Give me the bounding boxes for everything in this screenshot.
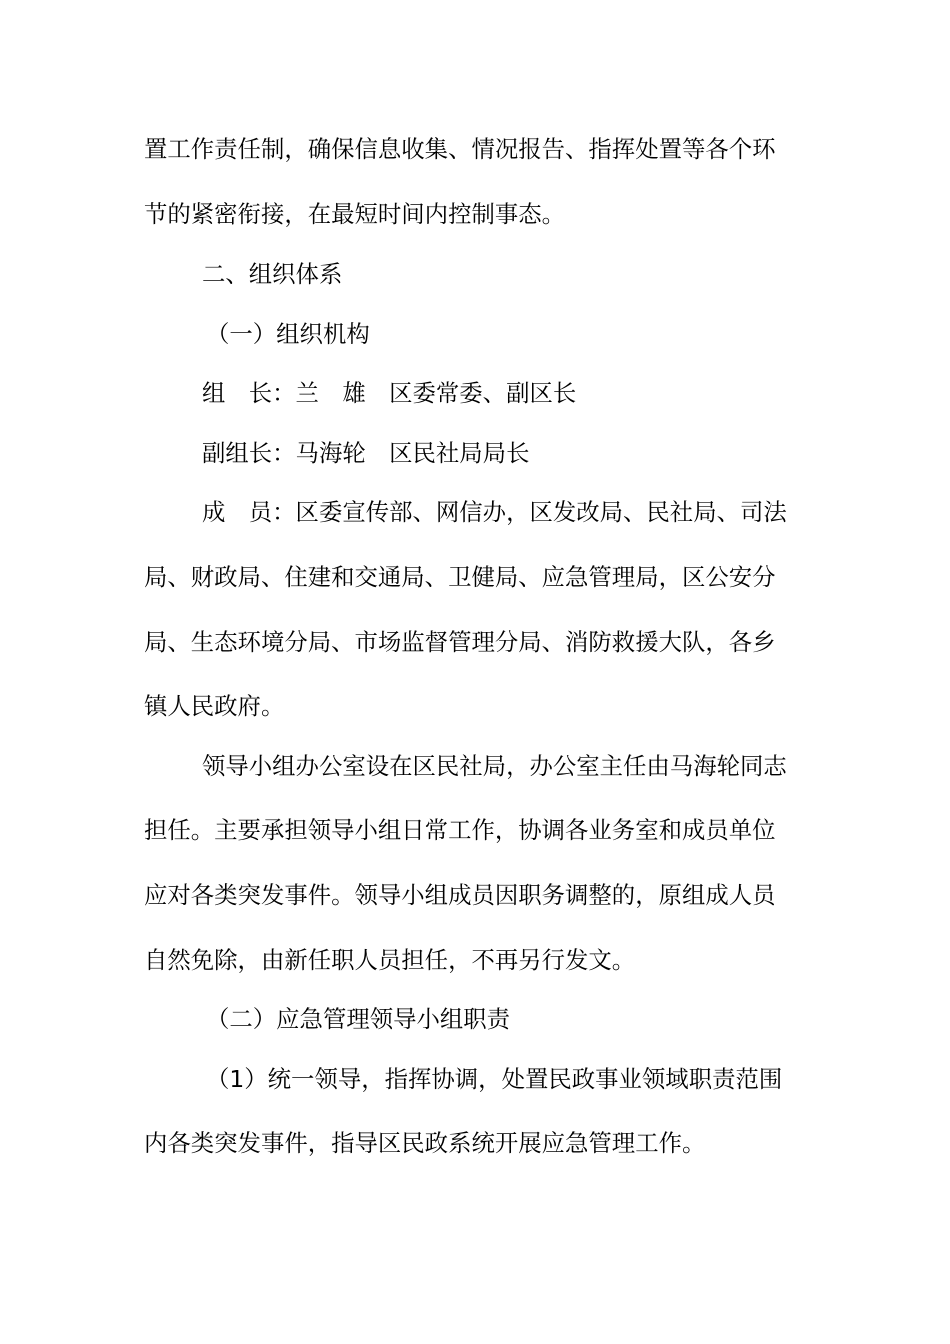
members-entry: 成 员：区委宣传部、网信办，区发改局、民社局、司法 [202, 498, 787, 526]
subsection-heading: （二）应急管理领导小组职责 [206, 1005, 511, 1033]
office-paragraph: 领导小组办公室设在区民社局，办公室主任由马海轮同志 [202, 752, 787, 780]
deputy-leader-entry: 副组长：马海轮 区民社局局长 [202, 439, 530, 467]
section-heading: 二、组织体系 [202, 260, 343, 288]
leader-entry: 组 长：兰 雄 区委常委、副区长 [202, 379, 577, 407]
body-text-line: 局、财政局、住建和交通局、卫健局、应急管理局，区公安分 [144, 563, 776, 591]
body-text-line: 自然免除，由新任职人员担任，不再另行发文。 [144, 946, 636, 974]
body-text-line: 应对各类突发事件。领导小组成员因职务调整的，原组成人员 [144, 881, 776, 909]
body-text-line: 担任。主要承担领导小组日常工作，协调各业务室和成员单位 [144, 816, 776, 844]
body-text-line: 置工作责任制，确保信息收集、情况报告、指挥处置等各个环 [144, 135, 776, 163]
body-text-line: 镇人民政府。 [144, 692, 285, 720]
body-text-line: 内各类突发事件，指导区民政系统开展应急管理工作。 [144, 1129, 706, 1157]
body-text-line: 局、生态环境分局、市场监督管理分局、消防救援大队，各乡 [144, 628, 776, 656]
subsection-heading: （一）组织机构 [206, 320, 370, 348]
duty-item: （1）统一领导，指挥协调，处置民政事业领域职责范围 [206, 1065, 783, 1093]
body-text-line: 节的紧密衔接，在最短时间内控制事态。 [144, 200, 566, 228]
